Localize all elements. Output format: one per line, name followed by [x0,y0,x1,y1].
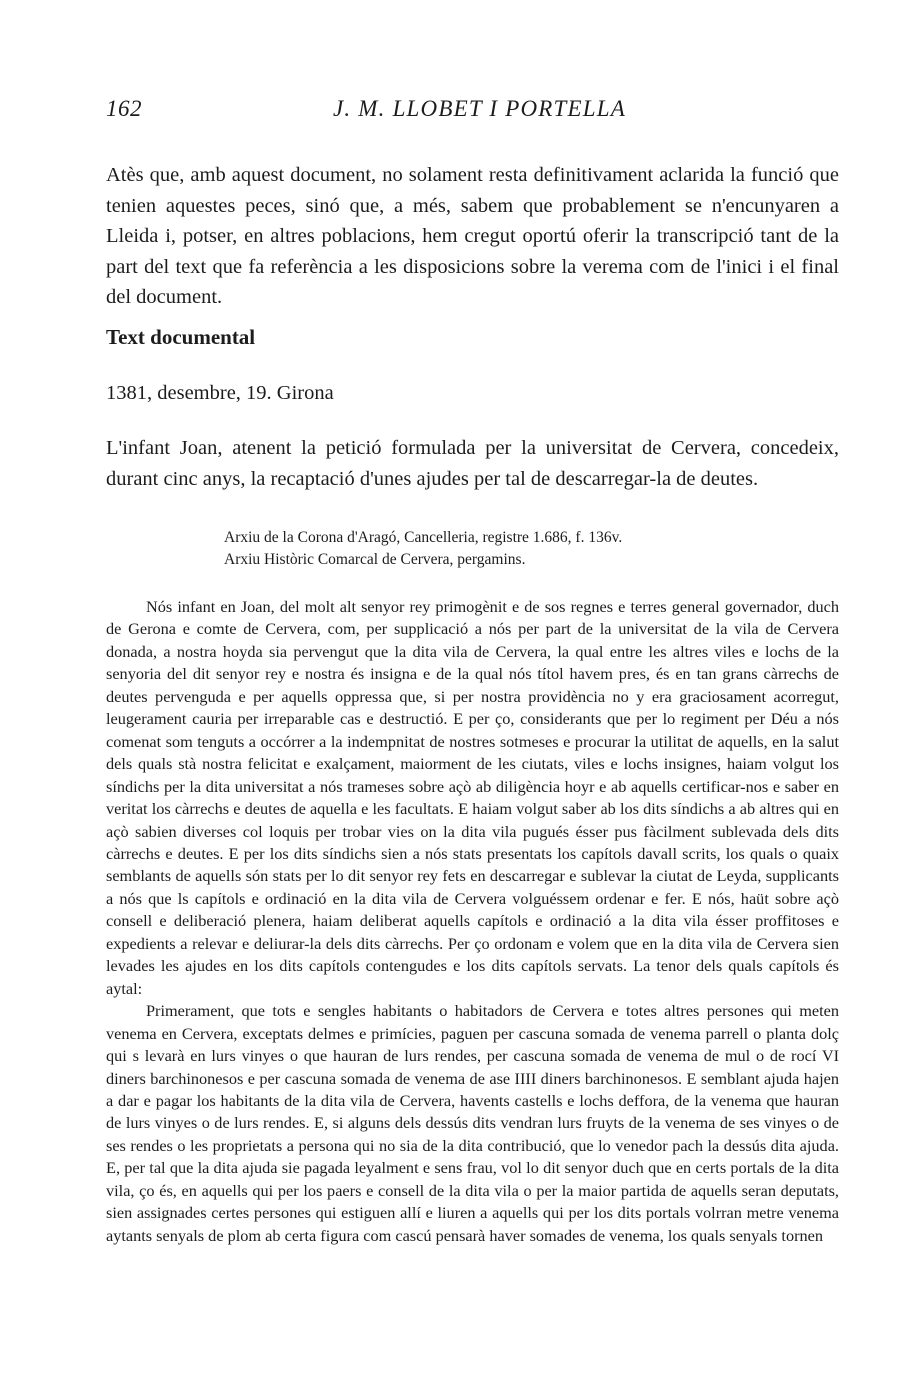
transcription-paragraph: Nós infant en Joan, del molt alt senyor rey primogènit e de sos regnes e terres general governador, duch de Gerona e comte de Cervera, com, per supplicació a nós per part de la universitat de la vila de Cervera donada, a nostra hoyda sia pervengut que la dita vila de Cervera, la qual entre les altres viles e lochs de la senyoria del dit senyor rey e nostra és insigna e de la qual nós títol havem pres, és en tan grans càrrechs de deutes pervenguda e per aquells oppressa que, si per nostra providència no y era graciosament acorregut, leugerament cauria per irreparable cas e destructió. E per ço, considerants que per lo regiment per Déu a nós comenat som tenguts a occórrer a la indempnitat de nostres sotmeses e procurar la utilitat de aquells, en la salut dels quals stà nostra felicitat e exalçament, maiorment de les ciutats, viles e lochs insignes, haiam volgut los síndichs per la dita universitat a nós trameses sobre açò ab diligència hoyr e ab aquells certificar-nos e saber en veritat los càrrechs e deutes de aquella e les facultats. E haiam volgut saber ab los dits síndichs a ab altres qui en açò sabien diverses col loquis per trobar vies on la dita vila pugués ésser pus fàcilment sublevada dels dits càrrechs e deutes. E per los dits síndichs sien a nós stats presentats los capítols davall scrits, los quals o quaix semblants de aquells són stats per lo dit senyor rey fets en descarregar e sublevar la ciutat de Leyda, supplicants a nós que ls capítols e ordinació en la dita vila de Cervera volguéssem ordenar e fer. E nós, haüt sobre açò consell e deliberació plenera, haiam deliberat aquells capítols e ordinació a la dita vila ésser proffitoses e expedients a relevar e deliurar-la dels dits càrrechs. Per ço ordonam e volem que en la dita vila de Cervera sien levades les ajudes en los dits capítols contengudes e los dits capítols servats. La tenor dels quals capítols és aytal: [106,597,839,998]
source-line: Arxiu Històric Comarcal de Cervera, pergamins. [224,551,526,568]
document-date: 1381, desembre, 19. Girona [106,382,334,404]
archival-sources [224,527,622,571]
document-abstract: L'infant Joan, atenent la petició formulada per la universitat de Cervera, concedeix, durant cinc anys, la recaptació d'unes ajudes per tal de descarregar-la de deutes. [106,437,839,490]
running-author: J. M. LLOBET I PORTELLA [333,96,626,121]
page-number: 162 [106,96,142,121]
section-heading: Text documental [106,325,256,349]
source-line: Arxiu de la Corona d'Aragó, Cancelleria, registre 1.686, f. 136v. [224,529,623,546]
intro-paragraph: Atès que, amb aquest document, no solament resta definitivament aclarida la funció que tenien aquestes peces, sinó que, a més, sabem que probablement se n'encunyaren a Lleida i, potser, en altres poblacions, hem cregut oportú oferir la transcripció tant de la part del text que fa referència a les disposicions sobre la verema com de l'inici i el final del document. [106,164,839,309]
running-header [106,96,841,126]
transcription-body [106,596,839,1247]
transcription-paragraph: Primerament, que tots e sengles habitants o habitadors de Cervera e totes altres persones qui meten venema en Cervera, exceptats delmes e primícies, paguen per cascuna somada de venema parrell o planta dolç qui s levarà en lurs vinyes o que hauran de lurs rendes, per cascuna somada de venema de mul o de rocí VI diners barchinonesos e per cascuna somada de venema de ase IIII diners barchinonesos. E semblant ajuda hajen a dar e pagar los habitants de la dita vila de Cervera, havents castells e lochs deffora, de la venema que hauran de lurs vinyes o de lurs rendes. E, si alguns dels dessús dits vendran lurs fruyts de la venema de ses vinyes o de ses rendes o les proprietats a persona qui no sia de la dita contribució, que lo venedor pach la dessús dita ajuda. E, per tal que la dita ajuda sie pagada leyalment e sens frau, vol lo dit senyor duch que en certs portals de la dita vila, ço és, en aquells qui per los paers e consell de la dita vila o per la maior partida de aquells seran deputats, sien assignades certes persones qui estiguen allí e liuren a aquells qui per los dits portals volrran metre venema aytants senyals de plom ab certa figura com cascú pensarà haver somades de venema, los quals senyals tornen [106,1001,839,1245]
